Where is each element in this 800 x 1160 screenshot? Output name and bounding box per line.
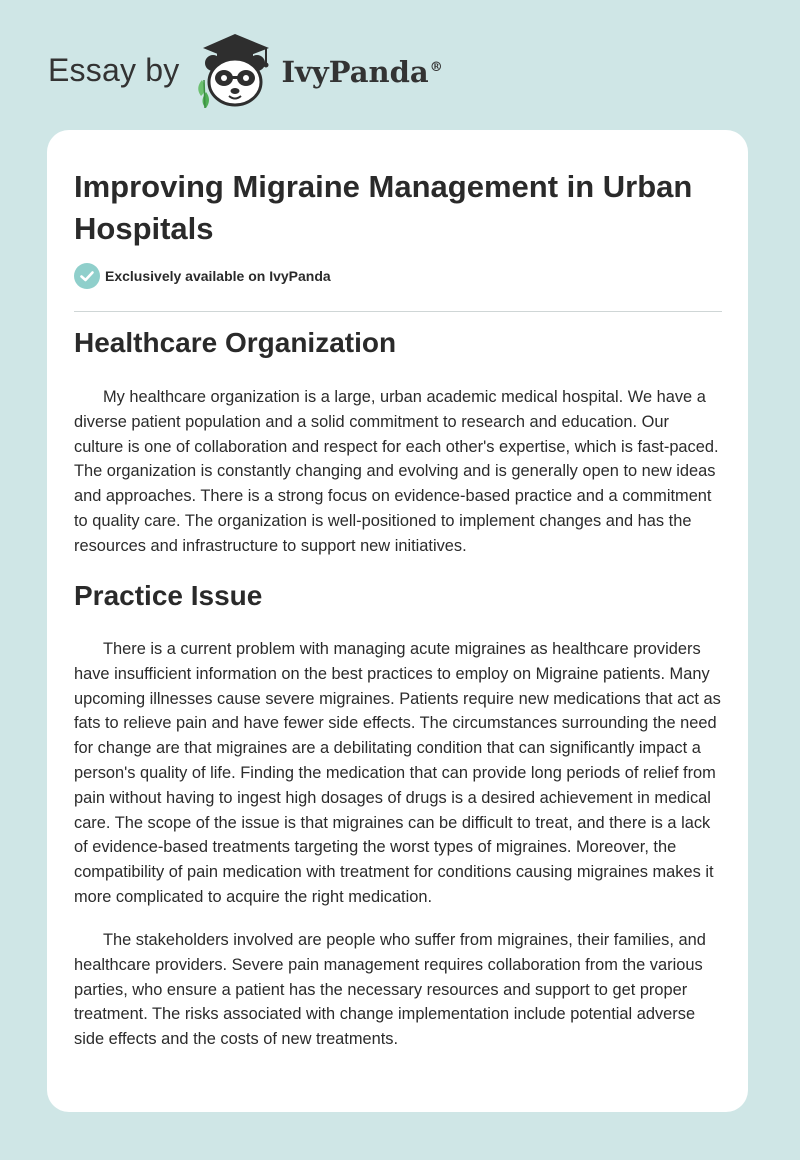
panda-logo-icon[interactable] — [193, 30, 277, 110]
exclusive-badge — [74, 263, 331, 289]
title-divider — [74, 311, 722, 312]
registered-mark: ® — [429, 60, 443, 76]
check-circle-icon — [74, 263, 100, 289]
paragraph-practice-issue-2: The stakeholders involved are people who suffer from migraines, their families, and healthcare providers. Severe pain management requires collaboration from the various parties, who ensure a patient has the necessary resources and support to get proper treatment. The risks associated with change implementation include potential adverse side effects and the costs of new treatments. — [74, 931, 706, 1049]
paragraph-practice-issue-1: There is a current problem with managing acute migraines as healthcare providers have insufficient information on the best practices to employ on Migraine patients. Many upcoming illnesses cause severe migraines. Patients require new medications that act as fats to relieve pain and have fewer side effects. The circumstances surrounding the need for change are that migraines are a debilitating condition that can significantly impact a person's quality of life. Finding the medication that can provide long periods of relief from pain without having to ingest high dosages of drugs is a desired achievement in medical care. The scope of the issue is that migraines can be difficult to treat, and there is a lack of evidence-based treatments targeting the worst types of migraines. Moreover, the compatibility of pain medication with treatment for conditions causing migraines makes it more complicated to acquire the right medication. — [74, 640, 721, 906]
exclusive-badge-text: Exclusively available on IvyPanda — [105, 268, 331, 284]
brand-prefix: Essay by — [48, 51, 180, 88]
brand-name[interactable]: IvyPanda® — [281, 55, 443, 89]
essay-card — [47, 130, 748, 1112]
section-heading-practice-issue: Practice Issue — [74, 580, 263, 611]
section-heading-healthcare-organization: Healthcare Organization — [74, 327, 397, 358]
essay-title: Improving Migraine Management in Urban Hospitals — [74, 169, 693, 246]
paragraph-healthcare-organization: My healthcare organization is a large, urban academic medical hospital. We have a diverse patient population and a solid commitment to research and education. Our culture is one of collaboration and respect for each other's expertise, which is fast-paced. The organization is constantly changing and evolving and is generally open to new ideas and approaches. There is a strong focus on evidence-based practice and a commitment to quality care. The organization is well-positioned to implement changes and has the resources and infrastructure to support new initiatives. — [74, 388, 719, 555]
brand-header — [48, 30, 443, 110]
